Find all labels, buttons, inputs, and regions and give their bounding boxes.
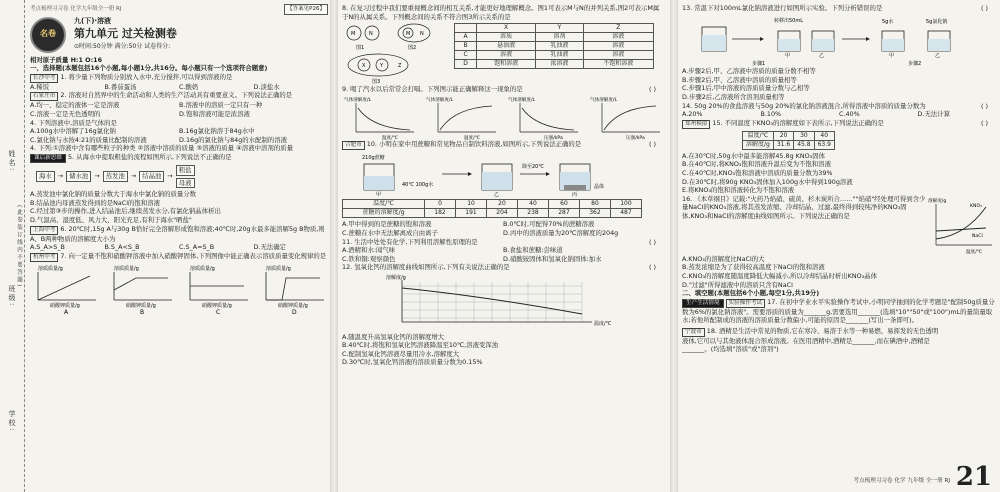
q6-option-d[interactable]: D.气温高、湿度低、风力大、阳光充足,有利于海水"晒盐" bbox=[30, 215, 192, 224]
graph-xlabel: 硝酸钾质量/g bbox=[50, 302, 80, 309]
q7-option-c[interactable]: C.S_A=S_B bbox=[179, 243, 215, 252]
q7-option-b[interactable]: B.S_A<S_B bbox=[104, 243, 140, 252]
gas-graphs bbox=[342, 94, 664, 140]
table-header: 40 bbox=[517, 200, 548, 209]
table-cell: 饱和溶液 bbox=[477, 60, 536, 69]
curve-line bbox=[604, 106, 656, 130]
graph-letter: A bbox=[64, 308, 69, 316]
experiment-label: 步骤2 bbox=[908, 60, 922, 67]
page-fold bbox=[330, 0, 338, 492]
table-header: 100 bbox=[610, 200, 641, 209]
q17-text[interactable]: 17. 在初中学业水平实验操作考试中,小明同学抽到的化学考题是"配制50g质量分数为6%的氯化钠溶液"。需要溶质的质量为_______g,需要选用_______(选填"10""50"或"100")mL的量筒量取水;若他所配制成的溶液的溶质质量分数偏小,可能的原因是_______(写出一条即可)。 bbox=[682, 297, 995, 325]
footer-text: 考点梳理习习卷 化学 九年级 全一册 RJ bbox=[853, 478, 950, 484]
q1-option-b[interactable]: B.番茄蛋汤 bbox=[104, 82, 137, 91]
q11-option-a[interactable]: A.酒精和水:闻气味 bbox=[342, 246, 396, 255]
q10-option-a[interactable]: A.甲中得到的是蔗糖的饱和溶液 bbox=[342, 220, 432, 229]
gas-ylabel: 气体溶解度/L bbox=[590, 97, 618, 103]
experiment-label: 甲 bbox=[889, 52, 895, 59]
q4-options-1 bbox=[30, 127, 328, 136]
table-header: 温度/℃ bbox=[343, 200, 425, 209]
curve-xlabel: 温度/℃ bbox=[966, 249, 982, 255]
fig-label: 图3 bbox=[372, 79, 381, 86]
kno3-solubility-table bbox=[742, 131, 835, 150]
fig-letter: Z bbox=[398, 63, 402, 70]
fig-letter: Y bbox=[380, 63, 384, 70]
q7-tag: 上海中考 bbox=[30, 226, 58, 235]
q4-option-c[interactable]: C.氯化钠与水按4:21的质量比配制的溶液 bbox=[30, 135, 147, 144]
logo-text: 名卷 bbox=[40, 29, 56, 39]
q9-text: 9. 喝了汽水以后常常会打嗝。下列图示能正确解释这一现象的是 bbox=[342, 85, 523, 94]
graph-letter: D bbox=[292, 308, 297, 316]
curve-label: KNO₃ bbox=[970, 203, 982, 209]
flow-step: 蒸发池 bbox=[103, 171, 128, 182]
fig-letter: N bbox=[369, 31, 373, 38]
fig-label: 图1 bbox=[356, 45, 365, 52]
q2-option-a[interactable]: A.均一、稳定的液体一定是溶液 bbox=[30, 101, 120, 110]
apparatus-label: 乙 bbox=[494, 191, 500, 198]
table-cell: 乳浊液 bbox=[536, 51, 584, 60]
logo-seal bbox=[30, 17, 66, 53]
experiment-label: 甲 bbox=[785, 52, 791, 59]
school-label: 学校: bbox=[8, 410, 16, 433]
table-cell: 溶液 bbox=[583, 51, 653, 60]
gas-ylabel: 气体溶解度/L bbox=[426, 97, 454, 103]
q13-option-a[interactable]: A.步骤2后,甲、乙溶液中溶质的质量分数不相等 bbox=[682, 67, 816, 76]
graph-xlabel: 硝酸钾质量/g bbox=[278, 302, 308, 309]
q14-option-b[interactable]: B.10% bbox=[760, 110, 782, 119]
class-label: 班级: bbox=[8, 285, 16, 308]
flow-step: 储水池 bbox=[66, 171, 91, 182]
experiment-label: 乙 bbox=[819, 52, 825, 59]
q15-tag: 郑州模拟 bbox=[682, 120, 710, 129]
table-cell: 31.6 bbox=[773, 140, 793, 149]
curve-line bbox=[358, 108, 410, 130]
page-fold bbox=[670, 0, 678, 492]
q16-option-d[interactable]: D."过滤"所得滤液中的溶质只含有NaCl bbox=[682, 280, 793, 289]
table-row bbox=[343, 209, 642, 218]
apparatus-label: 40℃ 100g水 bbox=[402, 181, 434, 188]
q13-text: 13. 常温下对100mL氯化钠溶液进行如图所示实验。下列分析错误的是 bbox=[682, 4, 883, 12]
graph-letter: C bbox=[216, 308, 221, 316]
q6-option-b[interactable]: B.结晶池内母液蒸发得到的是NaCl的饱和溶液 bbox=[30, 198, 160, 207]
q11-text: 11. 生活中处处有化学,下列利用溶解性原理的是 bbox=[342, 237, 478, 246]
curve-line bbox=[114, 278, 168, 290]
q1-tag: 长沙中考 bbox=[30, 74, 58, 83]
experiment-label: 5g水 bbox=[882, 18, 894, 25]
experiment-label: 转移出50mL bbox=[774, 17, 804, 24]
q15-option-d[interactable]: D.在30℃时,将90g KNO₃固体加入100g水中得到190g溶液 bbox=[682, 177, 853, 186]
gas-graph-c[interactable] bbox=[506, 94, 582, 140]
q18-tag: 宁波市 bbox=[682, 328, 705, 337]
curve-label: NaCl bbox=[972, 233, 983, 239]
fig-letter: M bbox=[351, 31, 356, 38]
table-header: Z bbox=[583, 24, 653, 33]
relation-table bbox=[454, 23, 654, 69]
table-cell: 乳浊液 bbox=[536, 42, 584, 51]
q12-option-d[interactable]: D.30℃时,氢氧化钙溶液的溶质质量分数为0.15% bbox=[342, 358, 483, 367]
q15-option-a[interactable]: A.在30℃时,50g水中最多能溶解45.8g KNO₃固体 bbox=[682, 151, 825, 160]
q11-option-b[interactable]: B.食盐和蔗糖:尝味道 bbox=[503, 246, 563, 255]
table-header: 温度/℃ bbox=[743, 131, 774, 140]
q12-answer-paren[interactable]: ( ) bbox=[648, 263, 656, 272]
table-cell: 不饱和溶液 bbox=[583, 60, 653, 69]
table-cell: 悬浊液 bbox=[477, 42, 536, 51]
q12-text: 12. 氢氧化钙的溶解度曲线如图所示,下列有关说法正确的是 bbox=[342, 263, 510, 272]
gas-xlabel: 温度/℃ bbox=[382, 135, 398, 141]
gas-ylabel: 气体溶解度/L bbox=[508, 97, 536, 103]
graph-ylabel: 溶质质量/g bbox=[114, 265, 139, 272]
q12-option-a[interactable]: A.随温度升高氢氧化钙的溶解度增大 bbox=[342, 332, 445, 341]
q6-option-c[interactable]: C.经过第③步的操作,进入结晶池后,继续蒸发水分,有氯化钠晶体析出 bbox=[30, 207, 221, 216]
exam-meta: ⊙时间:50分钟 满分:50分 试卷得分: bbox=[74, 43, 171, 51]
table-cell: 287 bbox=[548, 209, 579, 218]
q4-option-b[interactable]: B.16g氯化钠溶于84g水中 bbox=[179, 127, 255, 136]
q2-option-b[interactable]: B.溶液中的溶质一定只有一种 bbox=[179, 101, 263, 110]
salt-flow-diagram: 海水 → 储水池 → 蒸发池 → 结晶池 → 粗盐 母液 bbox=[36, 165, 328, 188]
q8-tag: 杭州中考 bbox=[30, 253, 58, 262]
q14-option-c[interactable]: C.40% bbox=[839, 110, 860, 119]
q2-option-c[interactable]: C.溶液一定是无色透明的 bbox=[30, 109, 101, 118]
graph-d[interactable] bbox=[258, 264, 328, 316]
q4-option-a[interactable]: A.100g水中溶解了16g氯化钠 bbox=[30, 127, 116, 136]
curve-line bbox=[522, 108, 574, 130]
table-header bbox=[455, 24, 477, 33]
q10-text: 10. 小明在家中用蔗糖和常见物品自制饮料溶液,如图所示,下列说法正确的是 bbox=[366, 139, 582, 148]
curve-line bbox=[38, 276, 90, 300]
concept-figures bbox=[342, 23, 664, 85]
q11-option-c[interactable]: C.铁和铜:观察颜色 bbox=[342, 254, 396, 263]
graph-letter: B bbox=[140, 308, 145, 316]
gas-graph-a[interactable] bbox=[342, 94, 418, 140]
table-cell: C bbox=[455, 51, 477, 60]
table-cell: 191 bbox=[456, 209, 487, 218]
graph-b[interactable] bbox=[106, 264, 176, 316]
table-cell: 溶剂 bbox=[536, 33, 584, 42]
q12-option-b[interactable]: B.40℃时,将饱和氢氧化钙溶液降温至10℃,溶液变浑浊 bbox=[342, 341, 499, 350]
q14-option-d[interactable]: D.无法计算 bbox=[917, 110, 951, 119]
table-cell: D bbox=[455, 60, 477, 69]
flow-step: 母液 bbox=[176, 178, 195, 189]
table-cell: 487 bbox=[610, 209, 641, 218]
q15-text: 15. 不同温度下KNO₃的溶解度如下表所示,下列说法正确的是 bbox=[712, 118, 884, 127]
table-cell: 63.9 bbox=[814, 140, 834, 149]
gas-graph-b[interactable] bbox=[424, 94, 500, 140]
left-column bbox=[30, 4, 328, 488]
apparatus-label: 丙 bbox=[572, 191, 578, 198]
q2-option-d[interactable]: D.饱和溶液可能是浓溶液 bbox=[179, 109, 250, 118]
answer-ref: 【答案见P26】 bbox=[284, 4, 328, 15]
q18-text[interactable]: 18. 酒精是生活中常见的物质,它在寒冷、易溶于水等一种易燃、易挥发的无色透明液体,它可以与其他液体混合形成溶液。在医用酒精中,酒精是_______,而在碘酒中,酒精是_______。(均选填"溶质"或"溶剂") bbox=[682, 326, 939, 354]
unit-title: 第九单元 过关检测卷 bbox=[74, 27, 177, 41]
binding-note: (此卷装订线内不要答题) bbox=[16, 205, 22, 289]
table-header: 80 bbox=[579, 200, 610, 209]
table-header: 20 bbox=[487, 200, 518, 209]
q1-option-c[interactable]: C.酸奶 bbox=[179, 82, 199, 91]
q10-option-d[interactable]: D.丙中的溶液质量为20℃溶解度的204g bbox=[503, 228, 619, 237]
experiment-label: 步骤1 bbox=[752, 60, 766, 67]
table-cell: 溶液 bbox=[583, 33, 653, 42]
table-row[interactable] bbox=[455, 42, 654, 51]
q6-text: 5. 从海水中提取粗盐的流程如图所示,下列说法不正确的是 bbox=[67, 152, 232, 161]
fig-letter: N bbox=[420, 31, 424, 38]
middle-column bbox=[342, 4, 664, 488]
q14-text: 14. 50g 20%的食盐溶液与50g 20%的氯化钠溶液混合,所得溶液中溶质的质量分数为 bbox=[682, 101, 926, 110]
q14-option-a[interactable]: A.20% bbox=[682, 110, 703, 119]
nacl-experiment bbox=[682, 13, 982, 65]
q7-option-a[interactable]: A.S_A>S_B bbox=[30, 243, 65, 252]
gas-ylabel: 气体溶解度/L bbox=[344, 97, 372, 103]
table-cell: 238 bbox=[517, 209, 548, 218]
q2-options-1 bbox=[30, 101, 328, 110]
page-header: 考点梳理习习卷 化学九年级全一册 RJ bbox=[30, 6, 122, 12]
table-cell: 182 bbox=[425, 209, 456, 218]
volume-label: 九(下)·溶液 bbox=[74, 16, 112, 25]
q15-option-c[interactable]: C.在40℃时,KNO₃饱和溶液中溶质的质量分数为39% bbox=[682, 168, 833, 177]
binding-strip bbox=[2, 0, 25, 492]
curve-line bbox=[440, 106, 492, 130]
table-row[interactable] bbox=[455, 33, 654, 42]
table-cell: 溶质 bbox=[477, 33, 536, 42]
q17-tag2: 实验操作考试 bbox=[726, 299, 766, 308]
table-cell: B bbox=[455, 42, 477, 51]
table-cell: 浓溶液 bbox=[536, 60, 584, 69]
q13-option-b[interactable]: B.步骤2后,甲、乙溶液中溶质的质量相等 bbox=[682, 75, 797, 84]
table-header: X bbox=[477, 24, 536, 33]
table-cell: 溶液 bbox=[583, 42, 653, 51]
q12-option-c[interactable]: C.配制氢氧化钙溶液尽量用冷水,溶解度大 bbox=[342, 349, 460, 358]
table-cell: A bbox=[455, 33, 477, 42]
fig-letter: M bbox=[406, 31, 411, 38]
q16-text: 16. 《本草纲目》记载:"火药乃焰硝、硫黄、杉木炭所合……""焰硝"经处理可得到含少量NaCl的KNO₃溶液,将其蒸发浓缩、冷却结晶、过滤,最终得到较纯净的KNO₃固体,KNO₃和NaCl的溶解度曲线如图所示。下列说法正确的是 bbox=[682, 194, 926, 220]
curve-xlabel: 温度/℃ bbox=[594, 320, 612, 327]
q6-tag: 课后新思维 bbox=[30, 154, 66, 163]
table-header: Y bbox=[536, 24, 584, 33]
q4-text: 4. 下列溶液中,溶质是气体的是 bbox=[30, 118, 117, 127]
graph-a[interactable] bbox=[30, 264, 100, 316]
fig-label: 图2 bbox=[408, 45, 417, 52]
q11-answer-paren[interactable]: ( ) bbox=[648, 237, 656, 246]
apparatus-label: 甲 bbox=[376, 191, 382, 198]
q4-option-d[interactable]: D.16g的氯化钠与84g的水配制的溶液 bbox=[179, 135, 288, 144]
table-cell: 204 bbox=[487, 209, 518, 218]
table-header: 40 bbox=[814, 131, 834, 140]
table-row[interactable] bbox=[455, 60, 654, 69]
sugar-solubility-table bbox=[342, 199, 642, 218]
q13-option-c[interactable]: C.步骤1后,甲中溶液的溶质质量分数与乙相等 bbox=[682, 84, 810, 93]
q2-options-2 bbox=[30, 110, 328, 119]
flow-step: 结晶池 bbox=[139, 171, 164, 182]
fig-letter: X bbox=[362, 63, 366, 70]
q10-answer-paren[interactable]: ( ) bbox=[648, 139, 656, 148]
q7-options bbox=[30, 243, 328, 252]
q1-text: 1. 将少量下列物质分别放入水中,充分搅拌,可以得到溶液的是 bbox=[60, 72, 233, 81]
table-row[interactable] bbox=[455, 51, 654, 60]
graph-ylabel: 溶质质量/g bbox=[190, 265, 215, 272]
flow-step: 海水 bbox=[36, 171, 55, 182]
kno3-nacl-curve bbox=[926, 195, 996, 255]
venn-figures bbox=[342, 23, 446, 85]
table-cell: 溶解度/g bbox=[743, 140, 774, 149]
q16-option-b[interactable]: B.蒸发浓缩是为了获得较高温度下NaCl的饱和溶液 bbox=[682, 263, 825, 272]
kno3-graphs bbox=[30, 264, 328, 316]
q2-tag: 石家庄市 bbox=[30, 92, 58, 101]
graph-ylabel: 溶质质量/g bbox=[38, 265, 63, 272]
q9-answer-paren[interactable]: ( ) bbox=[648, 85, 656, 94]
apparatus-label: 晶体 bbox=[594, 183, 605, 190]
q16-option-c[interactable]: C.KNO₃的溶解度随温度降低大幅减小,所以冷却结晶时析出KNO₃晶体 bbox=[682, 271, 878, 280]
table-cell: 溶液 bbox=[477, 51, 536, 60]
q15-option-b[interactable]: B.在40℃时,将KNO₃饱和溶液升温后变为不饱和溶液 bbox=[682, 160, 831, 169]
table-cell: 362 bbox=[579, 209, 610, 218]
gas-xlabel: 压强/kPa bbox=[544, 135, 563, 141]
q10-tag: 合肥市 bbox=[342, 141, 365, 150]
apparatus-label: 210g蔗糖 bbox=[362, 154, 385, 161]
table-row bbox=[743, 140, 835, 149]
q6-option-a[interactable]: A.蒸发池中氯化钠的质量分数大于海水中氯化钠的质量分数 bbox=[30, 190, 197, 199]
sugar-apparatus bbox=[342, 150, 652, 196]
table-header: 30 bbox=[794, 131, 814, 140]
q7-option-d[interactable]: D.无法确定 bbox=[253, 243, 287, 252]
gas-graph-d[interactable] bbox=[588, 94, 664, 140]
experiment-label: 5g氯化钠 bbox=[926, 18, 948, 25]
graph-ylabel: 溶质质量/g bbox=[266, 265, 291, 272]
q1-option-d[interactable]: D.淡盐水 bbox=[253, 82, 280, 91]
table-header: 60 bbox=[548, 200, 579, 209]
q5-text: 4. 下列:①溶液中含有哪些粒子的种类 ②溶液中溶质的质量 ③溶液的质量 ④溶液中溶剂的质量 bbox=[30, 144, 293, 153]
table-header: 20 bbox=[773, 131, 793, 140]
curve-ylabel: 溶解度/g bbox=[928, 198, 947, 204]
q17-tag: 生产生活情境 bbox=[682, 299, 724, 308]
table-cell: 45.8 bbox=[794, 140, 814, 149]
q10-option-c[interactable]: C.蔗糖在水中无法解离成自由离子 bbox=[342, 228, 438, 237]
gas-xlabel: 温度/℃ bbox=[464, 135, 480, 141]
graph-c[interactable] bbox=[182, 264, 252, 316]
graph-xlabel: 硝酸钾质量/g bbox=[202, 302, 232, 309]
q8-text: 7. 向一定量不饱和硝酸钾溶液中加入硝酸钾固体,下列图像中能正确表示溶质质量变化规律的是 bbox=[60, 251, 327, 260]
q8-mid-text: 8. 在复习过程中我们要重视概念间的相互关系,才能更好地理解概念。图1可表示M与N的并列关系,图2可表示M属于N的从属关系。下列概念间的关系不符合图3所示关系的是 bbox=[342, 4, 660, 21]
table-header: 0 bbox=[425, 200, 456, 209]
q15-option-e[interactable]: E.将KNO₃的饱和溶液转化为不饱和溶液 bbox=[682, 186, 795, 195]
caoh2-solubility-curve bbox=[382, 272, 612, 330]
q7-text: 6. 20℃时,15g A与30g B恰好完全溶解形成饱和溶液;40℃时,20g水最多能溶解5g B物质,则A、B两种物质的溶解度大小为 bbox=[30, 224, 325, 243]
q13-answer-paren[interactable]: ( ) bbox=[980, 4, 988, 12]
q14-answer-paren[interactable]: ( ) bbox=[980, 101, 988, 110]
q13-option-d[interactable]: D.步骤2后,乙溶液所含溶剂质量相等 bbox=[682, 92, 785, 101]
section-fill: 二、填空题(本题包括6个小题,每空1分,共19分) bbox=[682, 289, 820, 298]
experiment-label: 乙 bbox=[935, 52, 941, 59]
table-header: 10 bbox=[456, 200, 487, 209]
gas-xlabel: 压强/kPa bbox=[626, 135, 645, 141]
q16-option-a[interactable]: A.KNO₃的溶解度比NaCl的大 bbox=[682, 254, 765, 263]
table-cell: 蔗糖的溶解度/g bbox=[343, 209, 425, 218]
flow-step: 粗盐 bbox=[176, 165, 195, 176]
curve-ylabel: 溶解度/g bbox=[386, 274, 406, 281]
q1-option-a[interactable]: A.稀饭 bbox=[30, 82, 50, 91]
curve-line bbox=[266, 278, 320, 300]
right-column bbox=[682, 4, 996, 488]
q11-option-d[interactable]: D.硝酸铵固体和氢氧化钠固体:加水 bbox=[503, 254, 602, 263]
q2-text: 2. 溶液对自然界中的生命活动和人类的生产活动具有重要意义。下列说法正确的是 bbox=[60, 91, 293, 100]
atomic-masses: 相对原子质量 H:1 O:16 bbox=[30, 55, 103, 64]
page-number: 21 bbox=[955, 462, 992, 492]
graph-xlabel: 硝酸钾质量/g bbox=[126, 302, 156, 309]
section-choice: 一、选择题(本题包括16个小题,每小题1分,共16分。每小题只有一个选项符合题意) bbox=[30, 64, 268, 73]
q15-answer-paren[interactable]: ( ) bbox=[980, 118, 988, 127]
q10-option-b[interactable]: B.0℃时,可配得70%的蔗糖溶液 bbox=[503, 220, 595, 229]
name-label: 姓名: bbox=[8, 150, 16, 173]
apparatus-label: 降至20℃ bbox=[522, 163, 544, 170]
